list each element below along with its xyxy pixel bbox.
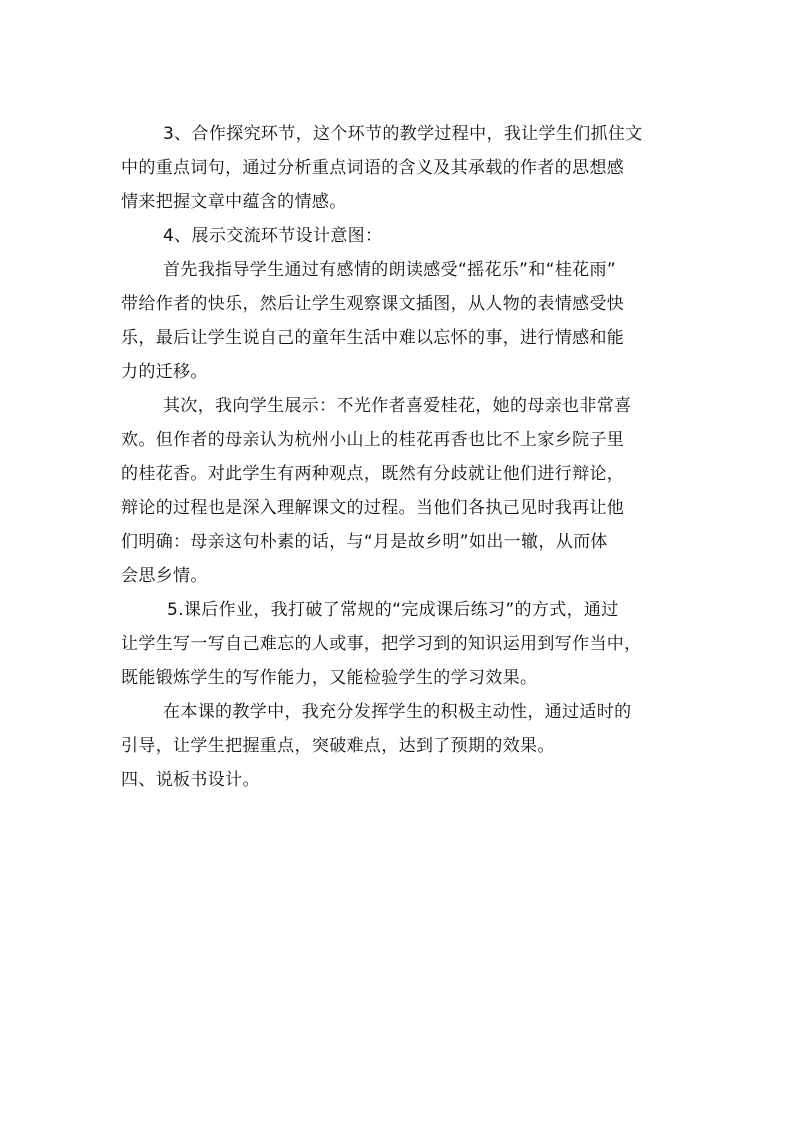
paragraph-4b-line-1: 其次，我向学生展示：不光作者喜爱桂花，她的母亲也非常喜 <box>163 396 632 416</box>
summary-line-2: 引导，让学生把握重点，突破难点，达到了预期的效果。 <box>121 736 555 756</box>
paragraph-4b-line-2: 欢。但作者的母亲认为杭州小山上的桂花再香也比不上家乡院子里 <box>121 430 625 450</box>
paragraph-4-heading: 4、展示交流环节设计意图： <box>163 226 383 246</box>
paragraph-3-line-3: 情来把握文章中蕴含的情感。 <box>121 192 347 212</box>
paragraph-3-line-1: 3、合作探究环节，这个环节的教学过程中，我让学生们抓住文 <box>163 124 643 144</box>
paragraph-4b-line-5: 们明确：母亲这句朴素的话，与“月是故乡明”如出一辙，从而体 <box>121 532 608 552</box>
paragraph-4b-line-3: 的桂花香。对此学生有两种观点，既然有分歧就让他们进行辩论， <box>121 464 625 484</box>
paragraph-4a-line-3: 乐，最后让学生说自己的童年生活中难以忘怀的事，进行情感和能 <box>121 328 625 348</box>
paragraph-4a-line-4: 力的迁移。 <box>121 362 208 382</box>
section-four-heading: 四、说板书设计。 <box>121 770 260 790</box>
paragraph-5-line-3: 既能锻炼学生的写作能力，又能检验学生的学习效果。 <box>121 668 538 688</box>
paragraph-5-line-1: 5.课后作业，我打破了常规的“完成课后练习”的方式，通过 <box>167 600 619 620</box>
paragraph-3-line-2: 中的重点词句，通过分析重点词语的含义及其承载的作者的思想感 <box>121 158 625 178</box>
summary-line-1: 在本课的教学中，我充分发挥学生的积极主动性，通过适时的 <box>163 702 632 722</box>
paragraph-4b-line-4: 辩论的过程也是深入理解课文的过程。当他们各执己见时我再让他 <box>121 498 625 518</box>
paragraph-4a-line-1: 首先我指导学生通过有感情的朗读感受“摇花乐”和“桂花雨” <box>163 260 617 280</box>
paragraph-5-line-2: 让学生写一写自己难忘的人或事，把学习到的知识运用到写作当中， <box>121 634 642 654</box>
paragraph-4a-line-2: 带给作者的快乐，然后让学生观察课文插图，从人物的表情感受快 <box>121 294 625 314</box>
paragraph-4b-line-6: 会思乡情。 <box>121 566 208 586</box>
